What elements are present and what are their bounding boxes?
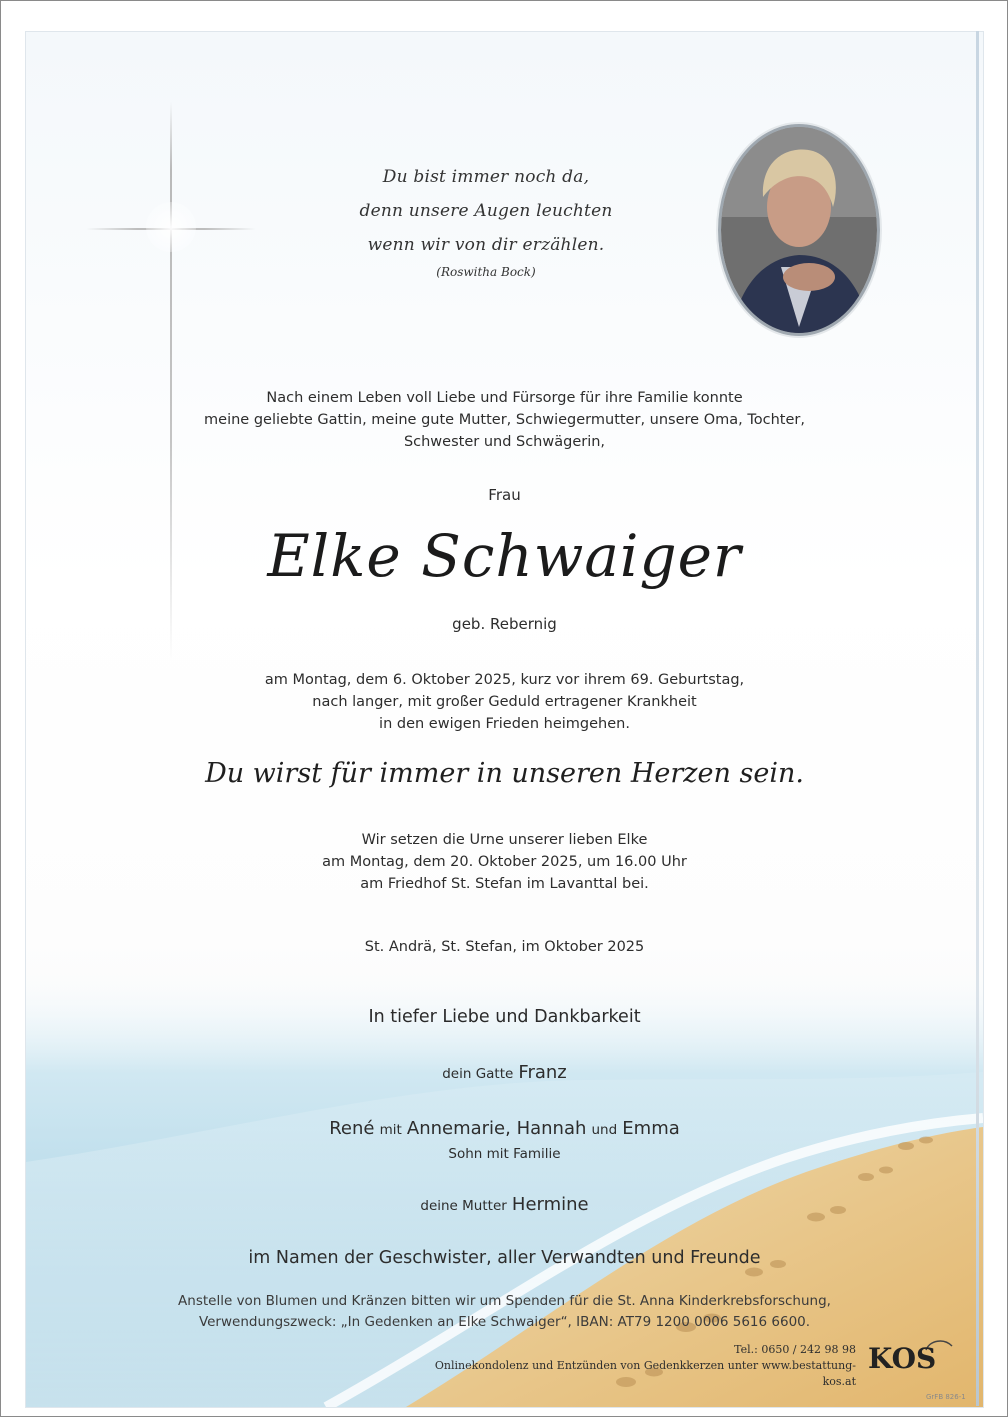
portrait-photo — [718, 124, 880, 336]
with-word: mit — [379, 1122, 402, 1138]
mother-prefix: deine Mutter — [420, 1198, 507, 1214]
footer-condolence: Onlinekondolenz und Entzünden von Gedenkkerzen unter www.bestattung-kos.at — [434, 1359, 856, 1388]
intro-line: Nach einem Leben voll Liebe und Fürsorge für ihre Familie konnte — [266, 390, 743, 406]
and-word: und — [591, 1122, 618, 1138]
birth-name: geb. Rebernig — [452, 615, 557, 633]
husband-name: Franz — [518, 1062, 567, 1083]
cross-glow — [146, 202, 196, 252]
intro-line: Schwester und Schwägerin, — [403, 434, 606, 450]
quote-line: wenn wir von dir erzählen. — [367, 235, 605, 255]
family-husband — [26, 1062, 983, 1083]
family-son — [26, 1118, 983, 1139]
logo-text: KOS — [868, 1342, 937, 1375]
funeral-home-footer — [416, 1342, 856, 1390]
card-edge — [976, 31, 979, 1406]
mother-name: Hermine — [511, 1194, 589, 1215]
footer-phone: Tel.: 0650 / 242 98 98 — [734, 1343, 856, 1356]
son-caption: Sohn mit Familie — [448, 1146, 561, 1162]
place-date: St. Andrä, St. Stefan, im Oktober 2025 — [364, 939, 645, 955]
salutation: Frau — [488, 486, 521, 504]
family-mother — [26, 1194, 983, 1215]
mourning-heading: In tiefer Liebe und Dankbarkeit — [368, 1007, 641, 1027]
memorial-motto: Du wirst für immer in unseren Herzen sein. — [205, 758, 804, 789]
obituary-card — [25, 31, 984, 1408]
intro-text — [26, 387, 983, 453]
deceased-name: Elke Schwaiger — [267, 522, 742, 590]
quote-line: Du bist immer noch da, — [382, 167, 590, 187]
intro-line: meine geliebte Gattin, meine gute Mutter, Schwiegermutter, unsere Oma, Tochter, — [204, 412, 805, 428]
quote-author: (Roswitha Bock) — [436, 265, 536, 279]
kos-logo — [868, 1340, 958, 1380]
donation-line: Anstelle von Blumen und Kränzen bitten wir um Spenden für die St. Anna Kinderkrebsforschung, — [178, 1293, 831, 1309]
death-line: am Montag, dem 6. Oktober 2025, kurz vor ihrem 69. Geburtstag, — [264, 672, 745, 688]
donation-request — [26, 1291, 983, 1333]
donation-line: Verwendungszweck: „In Gedenken an Elke Schwaiger“, IBAN: AT79 1200 0006 5616 6600. — [198, 1314, 811, 1330]
quote-line: denn unsere Augen leuchten — [359, 201, 613, 221]
death-line: in den ewigen Frieden heimgehen. — [379, 716, 630, 732]
burial-line: am Friedhof St. Stefan im Lavanttal bei. — [360, 876, 649, 892]
burial-text — [26, 829, 983, 895]
portrait-image — [721, 127, 877, 333]
burial-line: am Montag, dem 20. Oktober 2025, um 16.00 Uhr — [322, 854, 687, 870]
grandchild-name: Emma — [622, 1118, 680, 1139]
death-line: nach langer, mit großer Geduld ertragener Krankheit — [312, 694, 697, 710]
son-name: René — [329, 1118, 375, 1139]
death-notice-text — [26, 669, 983, 735]
burial-line: Wir setzen die Urne unserer lieben Elke — [361, 832, 648, 848]
memorial-quote — [356, 160, 616, 282]
beach-background — [26, 962, 983, 1407]
form-code: GrFB 826-1 — [926, 1393, 966, 1401]
siblings-line: im Namen der Geschwister, aller Verwandten und Freunde — [248, 1248, 761, 1268]
grandchildren-names: Annemarie, Hannah — [406, 1118, 587, 1139]
husband-prefix: dein Gatte — [442, 1066, 514, 1082]
